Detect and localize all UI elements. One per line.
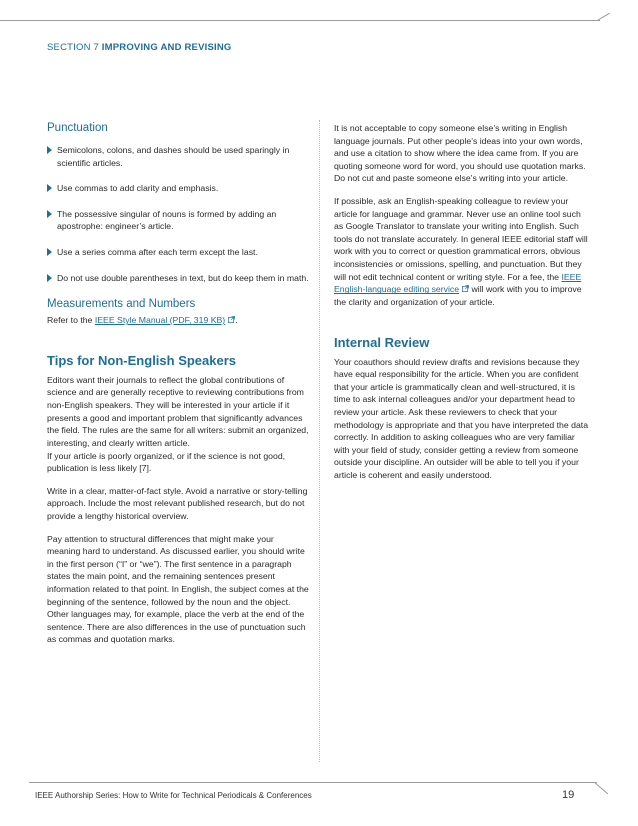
tips-paragraph-1: Editors want their journals to reflect the global contributions of science and are generally receptive to reviewing contributions from non-English speakers. They will be interested in your article if it presents a good and important problem that significantly advances the field. The rules are the same for all writers: submit an organized, interesting, and clearly written article. [47, 374, 309, 448]
header-rule [0, 20, 600, 21]
measurements-text [47, 314, 309, 327]
list-item-text: Do not use double parentheses in text, but do keep them in math. [57, 272, 309, 283]
tips-paragraph-1b: If your article is poorly organized, or if the science is not good, publication is less likely [7]. [47, 450, 286, 474]
footer-rule [29, 782, 597, 783]
column-divider [319, 120, 320, 762]
list-item [47, 182, 309, 195]
tips-heading: Tips for Non-English Speakers [47, 352, 237, 368]
triangle-right-icon [47, 184, 52, 192]
internal-review-heading: Internal Review [334, 334, 430, 350]
language-review-text-before: If possible, ask an English-speaking colleague to review your article for language and grammar. Never use an online tool such as Google Translator to translate your writing into English. Such tools do not translate accurately. In general IEEE editorial staff will work with you to correct or question grammatical errors, obvious inconsistencies or omissions, spelling, and punctuation. But they will not edit technical content or writing style. For a fee, the [334, 196, 588, 282]
right-column [334, 122, 592, 492]
left-column [47, 122, 309, 656]
section-prefix: SECTION 7 [47, 42, 99, 53]
punctuation-list [47, 144, 309, 284]
measurements-text-before: Refer to the [47, 315, 95, 326]
section-title: IMPROVING AND REVISING [101, 42, 232, 53]
triangle-right-icon [47, 274, 52, 282]
list-item [47, 272, 309, 285]
tips-paragraph-2: Write in a clear, matter-of-fact style. Avoid a narrative or story-telling approach. Include the most relevant published research, but do not provide a lengthy historical overview. [47, 485, 308, 521]
language-review-paragraph [334, 195, 592, 308]
list-item-text: The possessive singular of nouns is formed by adding an apostrophe: engineer’s article. [57, 208, 277, 232]
plagiarism-paragraph: It is not acceptable to copy someone else’s writing in English language journals. Put other people’s ideas into your own words, and use a citation to show where the idea came from. If you are quoting someone word for word, you should use quotation marks. Do not cut and paste someone else’s writing into your article. [334, 123, 586, 184]
section-label [47, 42, 231, 53]
measurements-text-after: . [235, 315, 238, 326]
internal-review-paragraph: Your coauthors should review drafts and revisions because they have equal responsibility for the article. When you are confident that your article is grammatically clean and well-structured, it is time to ask internal colleagues and/or your department head to review your article. Ask these reviewers to check that your methodology is appropriate and that you have interpreted the data correctly. In addition to asking colleagues who are very familiar with your field of study, consider getting a review from someone outside your discipline. An outsider will be able to tell you if your article is coherent and easily understood. [334, 356, 589, 481]
punctuation-heading: Punctuation [47, 122, 108, 134]
list-item-text: Use a series comma after each term except the last. [57, 247, 258, 258]
list-item [47, 246, 309, 259]
list-item-text: Use commas to add clarity and emphasis. [57, 183, 219, 194]
list-item-text: Semicolons, colons, and dashes should be used sparingly in scientific articles. [57, 145, 290, 168]
list-item [47, 144, 309, 169]
triangle-right-icon [47, 248, 52, 256]
footer-corner-mark [594, 782, 608, 796]
header-corner-mark [598, 13, 610, 25]
list-item [47, 208, 309, 233]
tips-paragraph-3: Pay attention to structural differences that might make your meaning hard to understand. As discussed earlier, you should write in the first person (“I” or “we”). The first sentence in a paragraph states the main point, and the remaining sentences present information related to that point. In English, the subject comes at the beginning of the sentence, followed by the noun and the object. Other languages may, for example, place the verb at the end of the sentence. There are also differences in the use of punctuation such as commas and quotation marks. [47, 533, 309, 645]
triangle-right-icon [47, 146, 52, 154]
language-review-text-after: will work with you to improve the clarity and organization of your article. [334, 284, 582, 307]
measurements-heading: Measurements and Numbers [47, 298, 196, 311]
footer-series-title: IEEE Authorship Series: How to Write for Technical Periodicals & Conferences [35, 791, 312, 800]
page-number: 19 [562, 789, 575, 801]
ieee-editing-service-link[interactable]: IEEE English-language editing service [334, 271, 582, 295]
triangle-right-icon [47, 210, 52, 218]
ieee-style-manual-link[interactable]: IEEE Style Manual (PDF, 319 KB) [94, 315, 226, 326]
